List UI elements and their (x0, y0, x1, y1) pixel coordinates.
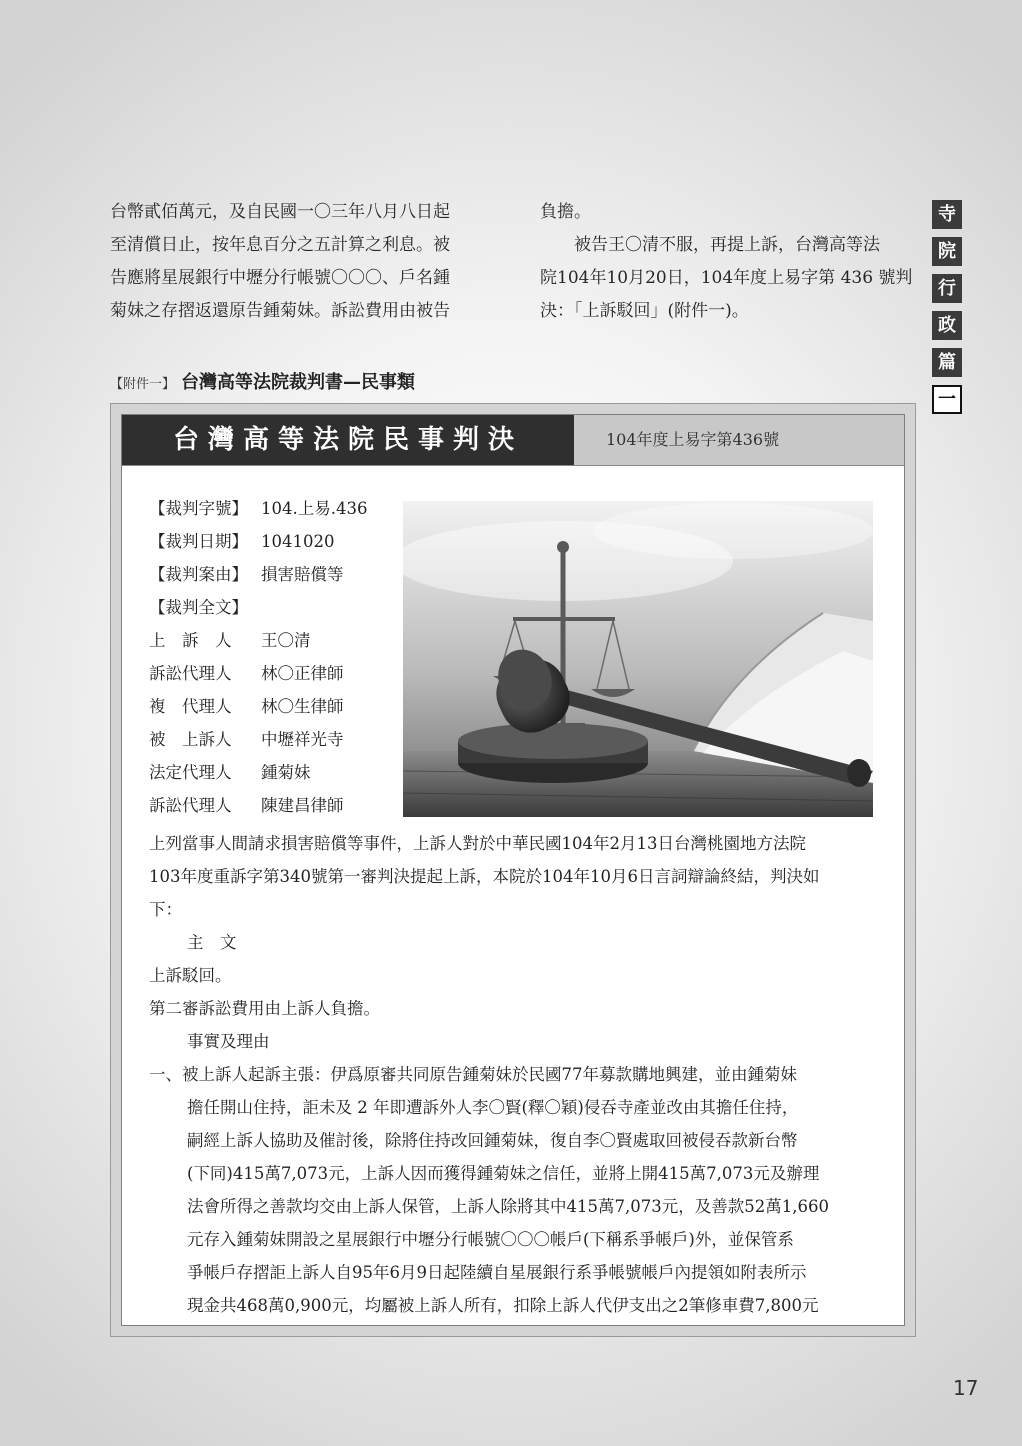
banner-case-number: 104年度上易字第436號 (606, 430, 780, 449)
info-value: 陳建昌律師 (261, 796, 344, 815)
intro-left-column (110, 196, 490, 328)
info-value: 損害賠償等 (261, 565, 344, 584)
info-line (149, 690, 367, 723)
intro-left-line: 菊妹之存摺返還原告鍾菊妹。訴訟費用由被告 (110, 301, 450, 321)
info-label: 【裁判字號】 (149, 499, 248, 518)
main-text-heading: 主 文 (187, 933, 237, 952)
info-value: 鍾菊妹 (261, 763, 311, 782)
judgment-document-frame (110, 403, 916, 1337)
info-label: 【裁判案由】 (149, 565, 248, 584)
info-label: 法定代理人 (149, 763, 232, 782)
intro-left-line: 告應將星展銀行中壢分行帳號〇〇〇、戶名鍾 (110, 268, 450, 288)
document-banner (122, 415, 904, 466)
info-label: 被 上訴人 (149, 730, 232, 749)
info-value: 林〇生律師 (261, 697, 344, 716)
ruling-line: 第二審訴訟費用由上訴人負擔。 (149, 999, 380, 1018)
info-label: 【裁判全文】 (149, 598, 248, 617)
intro-left-line: 至清償日止，按年息百分之五計算之利息。被 (110, 235, 450, 255)
info-line (149, 789, 367, 822)
intro-right-column (540, 196, 920, 328)
intro-right-line: 被告王〇清不服，再提上訴，台灣高等法 (540, 235, 880, 255)
facts-line: (下同)415萬7,073元，上訴人因而獲得鍾菊妹之信任，並將上開415萬7,073元及辦理 (187, 1164, 820, 1183)
attachment-header (110, 368, 415, 394)
info-line (149, 591, 367, 624)
info-value: 林〇正律師 (261, 664, 344, 683)
facts-line: 嗣經上訴人協助及催討後，除將住持改回鍾菊妹，復自李〇賢處取回被侵吞款新台幣 (187, 1131, 798, 1150)
info-label: 【裁判日期】 (149, 532, 248, 551)
gavel-scales-book-photo (403, 501, 873, 817)
info-value: 中壢祥光寺 (261, 730, 344, 749)
info-value: 1041020 (261, 532, 335, 551)
info-line (149, 657, 367, 690)
info-label: 訴訟代理人 (149, 664, 232, 683)
banner-title: 台灣高等法院民事判決 (172, 425, 523, 455)
info-line (149, 723, 367, 756)
attachment-title: 台灣高等法院裁判書—民事類 (181, 372, 416, 393)
intro-right-line: 負擔。 (540, 202, 591, 222)
info-value: 104.上易.436 (261, 499, 368, 518)
info-label: 訴訟代理人 (149, 796, 232, 815)
info-value: 王〇清 (261, 631, 311, 650)
facts-line: 法會所得之善款均交由上訴人保管，上訴人除將其中415萬7,073元，及善款52萬1,660 (187, 1197, 829, 1216)
info-line (149, 525, 367, 558)
side-tab-char: 政 (932, 311, 962, 340)
info-line (149, 558, 367, 591)
info-line (149, 756, 367, 789)
side-tab-number: 一 (932, 385, 962, 414)
facts-heading: 事實及理由 (187, 1032, 270, 1051)
side-tab-char: 院 (932, 237, 962, 266)
body-line: 103年度重訴字第340號第一審判決提起上訴，本院於104年10月6日言詞辯論終結，判決如 (149, 867, 820, 886)
body-line: 上列當事人間請求損害賠償等事件，上訴人對於中華民國104年2月13日台灣桃園地方法院 (149, 834, 806, 853)
judgment-body (149, 827, 889, 1322)
judgment-document (121, 414, 905, 1326)
intro-left-line: 台幣貳佰萬元，及自民國一〇三年八月八日起 (110, 202, 450, 222)
facts-line: 一、被上訴人起訴主張：伊爲原審共同原告鍾菊妹於民國77年募款購地興建，並由鍾菊妹 (149, 1065, 797, 1084)
judgment-info-list (149, 492, 367, 822)
side-tab-char: 篇 (932, 348, 962, 377)
facts-line: 現金共468萬0,900元，均屬被上訴人所有，扣除上訴人代伊支出之2筆修車費7,800元 (187, 1296, 819, 1315)
body-line: 下： (149, 900, 182, 919)
section-side-tab (932, 200, 962, 422)
facts-line: 元存入鍾菊妹開設之星展銀行中壢分行帳號〇〇〇帳戶(下稱系爭帳戶)外，並保管系 (187, 1230, 794, 1249)
facts-line: 爭帳戶存摺詎上訴人自95年6月9日起陸續自星展銀行系爭帳號帳戶內提領如附表所示 (187, 1263, 807, 1282)
info-label: 複 代理人 (149, 697, 232, 716)
intro-right-line: 院104年10月20日，104年度上易字第 436 號判 (540, 268, 913, 288)
intro-right-line: 決：「上訴駁回」(附件一)。 (540, 301, 749, 321)
info-line (149, 492, 367, 525)
info-label: 上 訴 人 (149, 631, 232, 650)
facts-line: 擔任開山住持，詎未及 2 年即遭訴外人李〇賢(釋〇穎)侵吞寺產並改由其擔任住持， (187, 1098, 799, 1117)
attachment-tag: 【附件一】 (110, 377, 176, 392)
ruling-line: 上訴駁回。 (149, 966, 232, 985)
side-tab-char: 寺 (932, 200, 962, 229)
info-line (149, 624, 367, 657)
page-number: 17 (953, 1376, 979, 1400)
side-tab-char: 行 (932, 274, 962, 303)
